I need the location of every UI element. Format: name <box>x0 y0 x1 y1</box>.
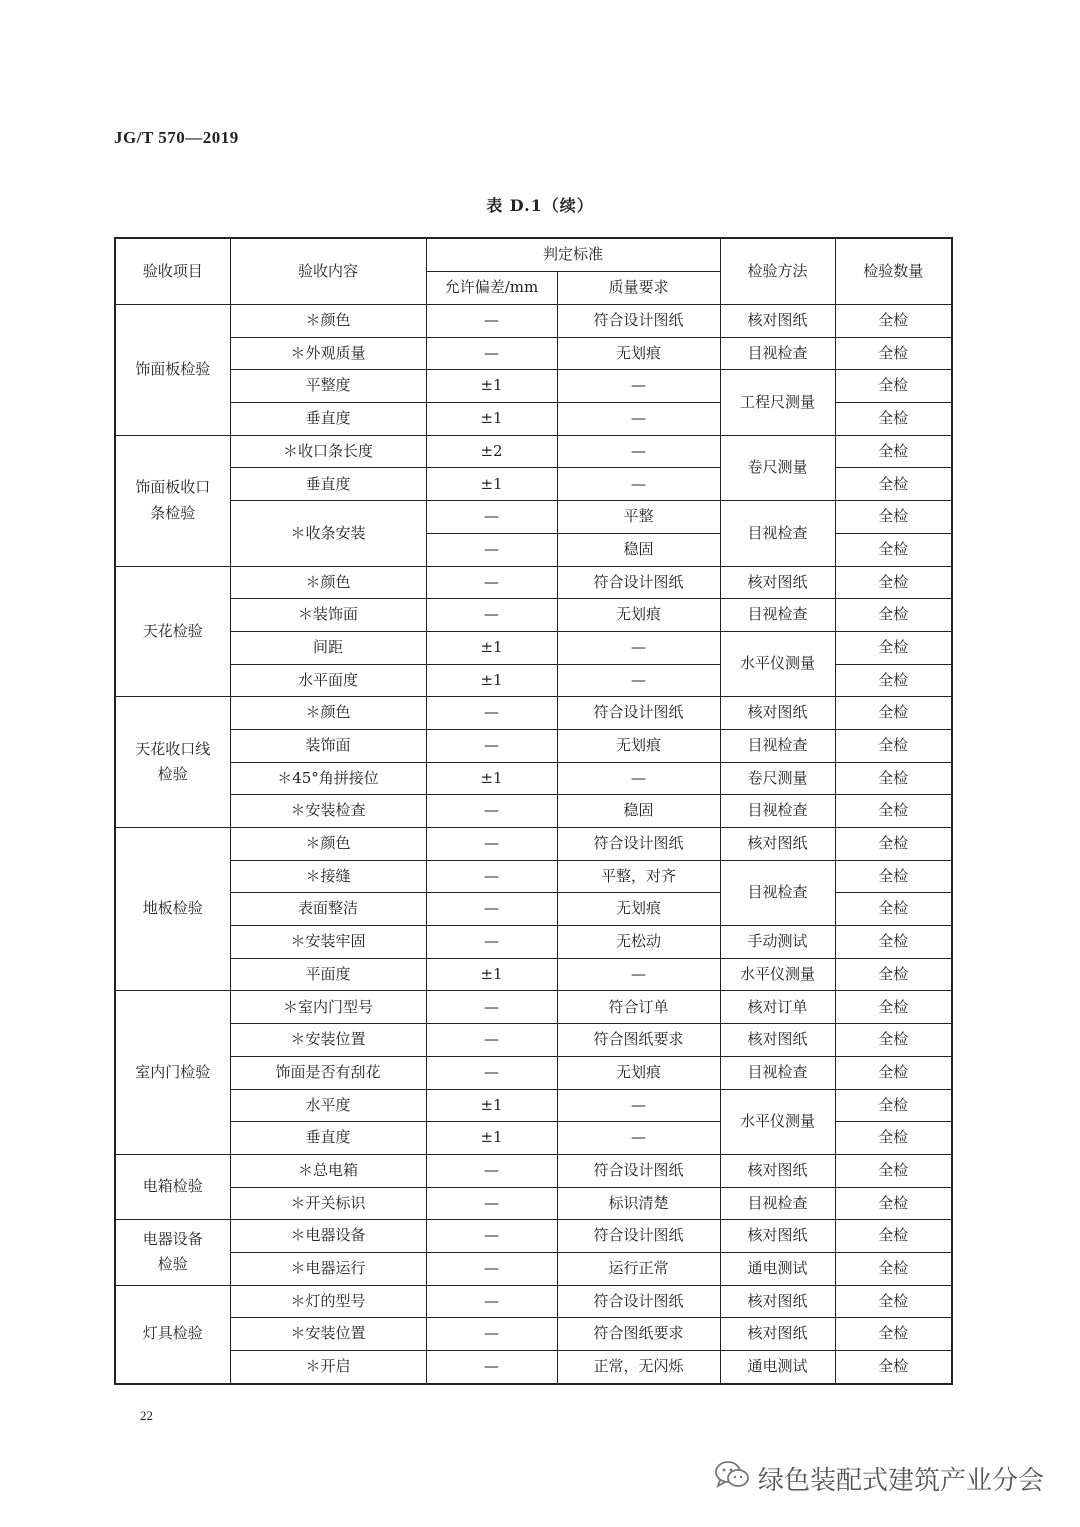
cell-tolerance: — <box>426 991 557 1024</box>
cell-tolerance: — <box>426 828 557 861</box>
cell-content: 间距 <box>230 631 426 664</box>
cell-tolerance: — <box>426 1318 557 1351</box>
cell-tolerance: ±1 <box>426 1122 557 1155</box>
cell-item: 电箱检验 <box>115 1154 230 1219</box>
cell-tolerance: — <box>426 1024 557 1057</box>
header-quality: 质量要求 <box>557 272 720 305</box>
cell-quality: 正常，无闪烁 <box>557 1351 720 1384</box>
table-row <box>115 566 952 599</box>
cell-quantity: 全检 <box>835 1154 952 1187</box>
table-row <box>115 1154 952 1187</box>
cell-method: 核对图纸 <box>720 1285 835 1318</box>
cell-tolerance: ±1 <box>426 370 557 403</box>
watermark-text: 绿色装配式建筑产业分会 <box>757 1466 1044 1496</box>
cell-tolerance: — <box>426 893 557 926</box>
cell-quantity: 全检 <box>835 828 952 861</box>
table-row <box>115 926 952 959</box>
cell-quantity: 全检 <box>835 1220 952 1253</box>
cell-tolerance: — <box>426 599 557 632</box>
table-row <box>115 1089 952 1122</box>
inspection-table <box>114 237 953 1385</box>
table-row <box>115 370 952 403</box>
table-row <box>115 599 952 632</box>
cell-content: ＊收条安装 <box>230 501 426 566</box>
cell-quality: 无划痕 <box>557 337 720 370</box>
cell-tolerance: — <box>426 926 557 959</box>
cell-quality: — <box>557 762 720 795</box>
cell-method: 卷尺测量 <box>720 435 835 500</box>
cell-quality: 符合设计图纸 <box>557 697 720 730</box>
cell-content: ＊安装位置 <box>230 1318 426 1351</box>
cell-quantity: 全检 <box>835 1056 952 1089</box>
table-row <box>115 1220 952 1253</box>
cell-content: ＊接缝 <box>230 860 426 893</box>
cell-method: 核对图纸 <box>720 697 835 730</box>
table-row <box>115 958 952 991</box>
cell-tolerance: — <box>426 1285 557 1318</box>
cell-item: 天花检验 <box>115 566 230 697</box>
table-row <box>115 828 952 861</box>
cell-quality: — <box>557 631 720 664</box>
cell-quantity: 全检 <box>835 991 952 1024</box>
table-row <box>115 795 952 828</box>
cell-quantity: 全检 <box>835 795 952 828</box>
cell-method: 核对图纸 <box>720 305 835 338</box>
cell-quality: 运行正常 <box>557 1252 720 1285</box>
cell-quality: 符合设计图纸 <box>557 828 720 861</box>
cell-method: 卷尺测量 <box>720 762 835 795</box>
table-row <box>115 1252 952 1285</box>
cell-tolerance: — <box>426 501 557 534</box>
inspection-table-container <box>114 237 953 1385</box>
table-header <box>115 238 952 305</box>
header-criteria: 判定标准 <box>426 238 720 272</box>
table-row <box>115 1024 952 1057</box>
table-row <box>115 762 952 795</box>
cell-quantity: 全检 <box>835 1089 952 1122</box>
table-row <box>115 305 952 338</box>
cell-tolerance: ±1 <box>426 762 557 795</box>
cell-quality: 平整，对齐 <box>557 860 720 893</box>
cell-item: 饰面板收口 条检验 <box>115 435 230 566</box>
table-row <box>115 631 952 664</box>
cell-item: 电器设备 检验 <box>115 1220 230 1285</box>
cell-method: 目视检查 <box>720 1187 835 1220</box>
cell-quality: 符合图纸要求 <box>557 1318 720 1351</box>
cell-tolerance: ±1 <box>426 1089 557 1122</box>
cell-method: 目视检查 <box>720 501 835 566</box>
cell-content: ＊颜色 <box>230 697 426 730</box>
cell-tolerance: ±1 <box>426 664 557 697</box>
cell-method: 目视检查 <box>720 599 835 632</box>
cell-item: 室内门检验 <box>115 991 230 1154</box>
cell-quantity: 全检 <box>835 566 952 599</box>
cell-item: 天花收口线 检验 <box>115 697 230 828</box>
cell-quantity: 全检 <box>835 1285 952 1318</box>
cell-content: ＊颜色 <box>230 828 426 861</box>
cell-quantity: 全检 <box>835 468 952 501</box>
cell-quality: 无松动 <box>557 926 720 959</box>
cell-quantity: 全检 <box>835 501 952 534</box>
cell-tolerance: ±1 <box>426 468 557 501</box>
cell-content: ＊室内门型号 <box>230 991 426 1024</box>
cell-tolerance: — <box>426 1154 557 1187</box>
cell-quality: — <box>557 435 720 468</box>
table-row <box>115 501 952 534</box>
cell-quality: 符合图纸要求 <box>557 1024 720 1057</box>
cell-quality: — <box>557 1122 720 1155</box>
cell-content: ＊安装牢固 <box>230 926 426 959</box>
cell-method: 核对图纸 <box>720 1024 835 1057</box>
cell-content: ＊装饰面 <box>230 599 426 632</box>
table-row <box>115 1351 952 1384</box>
cell-tolerance: — <box>426 1056 557 1089</box>
cell-content: ＊收口条长度 <box>230 435 426 468</box>
cell-method: 核对图纸 <box>720 1318 835 1351</box>
cell-quantity: 全检 <box>835 697 952 730</box>
table-row <box>115 729 952 762</box>
page-number: 22 <box>140 1408 153 1423</box>
cell-method: 水平仪测量 <box>720 1089 835 1154</box>
cell-quality: 无划痕 <box>557 893 720 926</box>
table-row <box>115 337 952 370</box>
cell-method: 通电测试 <box>720 1252 835 1285</box>
table-row <box>115 860 952 893</box>
cell-quantity: 全检 <box>835 305 952 338</box>
cell-quality: 稳固 <box>557 795 720 828</box>
cell-tolerance: — <box>426 1351 557 1384</box>
table-row <box>115 991 952 1024</box>
cell-content: ＊总电箱 <box>230 1154 426 1187</box>
cell-method: 核对图纸 <box>720 828 835 861</box>
cell-quantity: 全检 <box>835 1318 952 1351</box>
cell-quality: 无划痕 <box>557 599 720 632</box>
cell-method: 水平仪测量 <box>720 958 835 991</box>
cell-content: 平整度 <box>230 370 426 403</box>
cell-content: ＊安装位置 <box>230 1024 426 1057</box>
cell-method: 核对图纸 <box>720 566 835 599</box>
cell-tolerance: — <box>426 1252 557 1285</box>
cell-content: ＊开关标识 <box>230 1187 426 1220</box>
cell-content: 垂直度 <box>230 1122 426 1155</box>
cell-content: 表面整洁 <box>230 893 426 926</box>
cell-quantity: 全检 <box>835 1252 952 1285</box>
cell-quantity: 全检 <box>835 1351 952 1384</box>
cell-quantity: 全检 <box>835 860 952 893</box>
table-row <box>115 697 952 730</box>
cell-method: 目视检查 <box>720 337 835 370</box>
cell-content: ＊灯的型号 <box>230 1285 426 1318</box>
cell-method: 核对订单 <box>720 991 835 1024</box>
cell-quality: 符合订单 <box>557 991 720 1024</box>
cell-content: ＊电器设备 <box>230 1220 426 1253</box>
cell-quality: — <box>557 403 720 436</box>
table-row <box>115 1285 952 1318</box>
cell-quality: 符合设计图纸 <box>557 566 720 599</box>
cell-item: 地板检验 <box>115 828 230 991</box>
cell-content: 装饰面 <box>230 729 426 762</box>
cell-quality: 符合设计图纸 <box>557 1285 720 1318</box>
standard-code: JG/T 570—2019 <box>114 128 239 147</box>
cell-method: 水平仪测量 <box>720 631 835 696</box>
cell-quantity: 全检 <box>835 729 952 762</box>
cell-tolerance: — <box>426 1220 557 1253</box>
cell-content: ＊颜色 <box>230 566 426 599</box>
cell-quality: — <box>557 468 720 501</box>
header-quantity: 检验数量 <box>835 238 952 305</box>
cell-content: 垂直度 <box>230 468 426 501</box>
cell-quantity: 全检 <box>835 337 952 370</box>
cell-quantity: 全检 <box>835 1024 952 1057</box>
cell-tolerance: ±2 <box>426 435 557 468</box>
cell-quantity: 全检 <box>835 370 952 403</box>
cell-method: 目视检查 <box>720 795 835 828</box>
table-row <box>115 435 952 468</box>
cell-quality: 稳固 <box>557 533 720 566</box>
cell-method: 目视检查 <box>720 729 835 762</box>
cell-content: ＊开启 <box>230 1351 426 1384</box>
cell-quantity: 全检 <box>835 631 952 664</box>
table-title: 表 D.1（续） <box>486 196 594 215</box>
cell-quantity: 全检 <box>835 599 952 632</box>
cell-method: 通电测试 <box>720 1351 835 1384</box>
cell-content: ＊电器运行 <box>230 1252 426 1285</box>
cell-method: 工程尺测量 <box>720 370 835 435</box>
cell-quantity: 全检 <box>835 1187 952 1220</box>
cell-method: 目视检查 <box>720 860 835 925</box>
cell-content: 水平面度 <box>230 664 426 697</box>
cell-quantity: 全检 <box>835 926 952 959</box>
table-row <box>115 1318 952 1351</box>
header-method: 检验方法 <box>720 238 835 305</box>
header-item: 验收项目 <box>115 238 230 305</box>
header-content: 验收内容 <box>230 238 426 305</box>
cell-quality: — <box>557 664 720 697</box>
cell-method: 核对图纸 <box>720 1220 835 1253</box>
cell-quality: 符合设计图纸 <box>557 1154 720 1187</box>
cell-quantity: 全检 <box>835 1122 952 1155</box>
cell-quality: 符合设计图纸 <box>557 1220 720 1253</box>
header-tolerance: 允许偏差/mm <box>426 272 557 305</box>
cell-quantity: 全检 <box>835 435 952 468</box>
cell-content: 垂直度 <box>230 403 426 436</box>
cell-item: 饰面板检验 <box>115 305 230 436</box>
cell-tolerance: — <box>426 1187 557 1220</box>
cell-method: 目视检查 <box>720 1056 835 1089</box>
cell-quality: 平整 <box>557 501 720 534</box>
cell-method: 手动测试 <box>720 926 835 959</box>
cell-quality: 标识清楚 <box>557 1187 720 1220</box>
cell-tolerance: — <box>426 566 557 599</box>
cell-content: 水平度 <box>230 1089 426 1122</box>
cell-quantity: 全检 <box>835 403 952 436</box>
cell-tolerance: — <box>426 860 557 893</box>
cell-quantity: 全检 <box>835 664 952 697</box>
cell-content: ＊外观质量 <box>230 337 426 370</box>
cell-tolerance: ±1 <box>426 403 557 436</box>
cell-tolerance: — <box>426 697 557 730</box>
cell-tolerance: — <box>426 533 557 566</box>
cell-tolerance: — <box>426 337 557 370</box>
table-row <box>115 1056 952 1089</box>
table-row <box>115 1187 952 1220</box>
cell-quality: — <box>557 370 720 403</box>
cell-content: ＊安装检查 <box>230 795 426 828</box>
cell-content: 平面度 <box>230 958 426 991</box>
cell-content: ＊45°角拼接位 <box>230 762 426 795</box>
cell-tolerance: — <box>426 729 557 762</box>
watermark <box>714 1460 1044 1497</box>
cell-quantity: 全检 <box>835 762 952 795</box>
cell-quality: 无划痕 <box>557 1056 720 1089</box>
cell-quantity: 全检 <box>835 893 952 926</box>
cell-tolerance: — <box>426 305 557 338</box>
cell-quality: — <box>557 1089 720 1122</box>
table-body <box>115 305 952 1384</box>
cell-content: ＊颜色 <box>230 305 426 338</box>
cell-quantity: 全检 <box>835 533 952 566</box>
cell-quality: 符合设计图纸 <box>557 305 720 338</box>
cell-quality: — <box>557 958 720 991</box>
cell-content: 饰面是否有刮花 <box>230 1056 426 1089</box>
cell-tolerance: — <box>426 795 557 828</box>
cell-tolerance: ±1 <box>426 958 557 991</box>
cell-method: 核对图纸 <box>720 1154 835 1187</box>
cell-quantity: 全检 <box>835 958 952 991</box>
wechat-icon <box>714 1460 750 1497</box>
cell-tolerance: ±1 <box>426 631 557 664</box>
cell-quality: 无划痕 <box>557 729 720 762</box>
cell-item: 灯具检验 <box>115 1285 230 1384</box>
